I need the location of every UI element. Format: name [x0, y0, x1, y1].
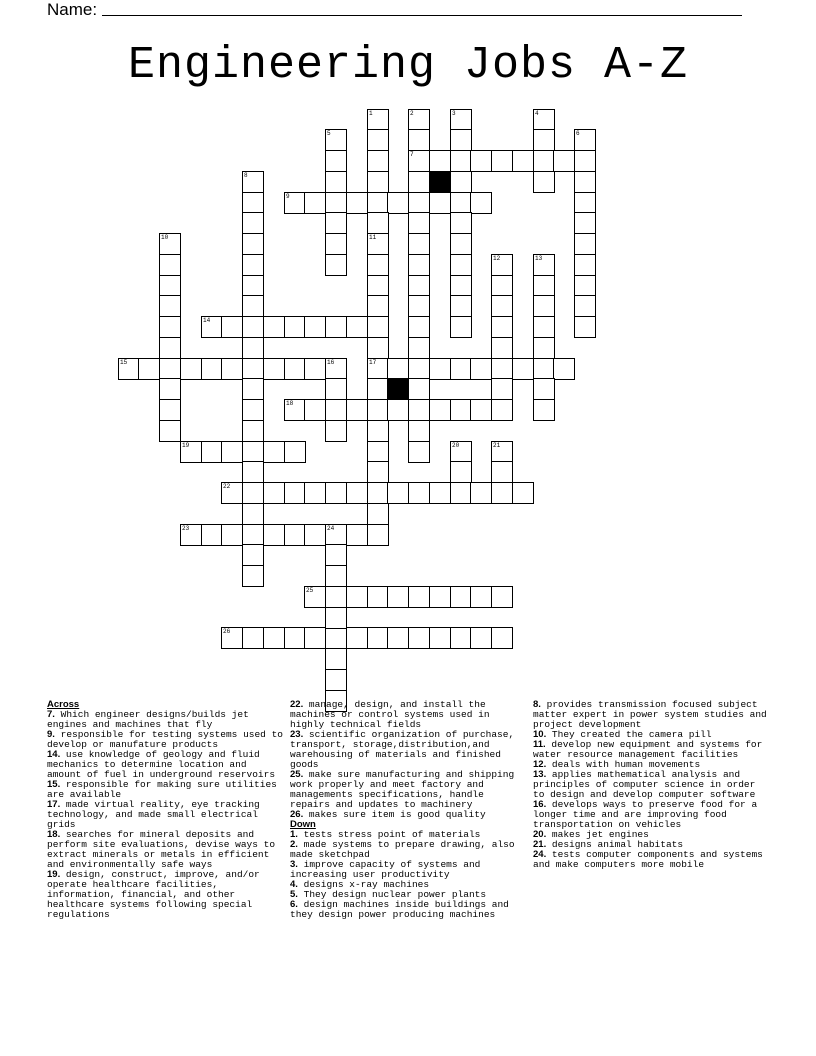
grid-cell[interactable]	[242, 275, 264, 297]
clue-number: 18.	[47, 829, 61, 840]
grid-cell[interactable]	[346, 482, 368, 504]
clue-number: 24.	[533, 849, 547, 860]
grid-cell[interactable]	[470, 482, 492, 504]
grid-cell[interactable]	[367, 150, 389, 172]
clue-number-16: 16	[327, 359, 335, 366]
grid-cell[interactable]	[242, 254, 264, 276]
grid-cell[interactable]	[408, 212, 430, 234]
across-clue	[290, 810, 526, 820]
grid-cell[interactable]	[387, 192, 409, 214]
grid-cell[interactable]	[367, 337, 389, 359]
grid-cell[interactable]	[325, 669, 347, 691]
grid-cell[interactable]	[470, 192, 492, 214]
clue-number: 10.	[533, 729, 547, 740]
grid-cell[interactable]	[284, 482, 306, 504]
grid-cell[interactable]	[304, 482, 326, 504]
grid-cell[interactable]	[470, 586, 492, 608]
clue-number: 25.	[290, 769, 304, 780]
grid-cell[interactable]	[408, 627, 430, 649]
grid-cell[interactable]	[491, 399, 513, 421]
grid-cell[interactable]	[346, 192, 368, 214]
clue-number-5: 5	[327, 130, 331, 137]
clue-number-25: 25	[306, 587, 314, 594]
clue-number: 21.	[533, 839, 547, 850]
grid-cell[interactable]	[263, 524, 285, 546]
grid-cell[interactable]	[450, 275, 472, 297]
grid-cell[interactable]	[304, 316, 326, 338]
clue-text: manage, design, and install the machines or control systems used in highly technical fields	[290, 699, 490, 730]
grid-cell[interactable]	[470, 150, 492, 172]
grid-cell[interactable]	[450, 171, 472, 193]
grid-cell[interactable]	[242, 524, 264, 546]
grid-cell[interactable]	[242, 212, 264, 234]
grid-cell[interactable]	[180, 358, 202, 380]
clue-text: deals with human movements	[546, 759, 701, 770]
down-clue	[533, 700, 769, 730]
down-clue	[533, 740, 769, 760]
clue-number: 9.	[47, 729, 55, 740]
clue-text: searches for mineral deposits and perform site evaluations, devise ways to extract minerals or metals in efficient and environmentally safe ways	[47, 829, 276, 870]
grid-cell[interactable]	[367, 378, 389, 400]
clue-number-17: 17	[369, 359, 377, 366]
clue-number-15: 15	[120, 359, 128, 366]
down-heading: Down	[290, 819, 316, 830]
across-clue	[47, 710, 283, 730]
grid-cell[interactable]	[408, 378, 430, 400]
grid-cell[interactable]	[553, 358, 575, 380]
clue-number: 4.	[290, 879, 298, 890]
clues-column-2	[290, 700, 526, 920]
grid-cell[interactable]	[242, 233, 264, 255]
grid-cell[interactable]	[159, 399, 181, 421]
across-clue	[47, 870, 283, 920]
clue-text: They design nuclear power plants	[297, 889, 487, 900]
grid-cell[interactable]	[367, 524, 389, 546]
clue-text: designs x-ray machines	[297, 879, 430, 890]
grid-cell[interactable]	[408, 275, 430, 297]
grid-cell[interactable]	[429, 150, 451, 172]
clue-number-20: 20	[452, 442, 460, 449]
grid-cell[interactable]	[325, 565, 347, 587]
grid-cell[interactable]	[408, 482, 430, 504]
grid-cell[interactable]	[450, 150, 472, 172]
grid-cell[interactable]	[367, 316, 389, 338]
grid-cell[interactable]	[159, 358, 181, 380]
grid-cell[interactable]	[325, 420, 347, 442]
across-clue	[290, 770, 526, 810]
grid-cell[interactable]	[367, 441, 389, 463]
grid-cell[interactable]	[408, 337, 430, 359]
clue-number-11: 11	[369, 234, 377, 241]
grid-cell[interactable]	[284, 316, 306, 338]
grid-cell[interactable]	[325, 627, 347, 649]
grid-cell[interactable]	[470, 627, 492, 649]
clue-text: responsible for testing systems used to develop or manufature products	[47, 729, 283, 750]
grid-cell[interactable]	[450, 192, 472, 214]
grid-cell[interactable]	[367, 275, 389, 297]
down-clue	[290, 840, 526, 860]
clue-number: 6.	[290, 899, 298, 910]
grid-cell[interactable]	[408, 441, 430, 463]
clue-text: scientific organization of purchase, transport, storage,distribution,and warehousing of materials and finished goods	[290, 729, 515, 770]
grid-cell[interactable]	[408, 358, 430, 380]
clue-number: 19.	[47, 869, 61, 880]
grid-cell[interactable]	[284, 358, 306, 380]
clue-text: made systems to prepare drawing, also made sketchpad	[290, 839, 515, 860]
clue-number-18: 18	[286, 400, 294, 407]
clues-column-1	[47, 700, 283, 920]
grid-cell[interactable]	[491, 378, 513, 400]
grid-cell[interactable]	[574, 171, 596, 193]
grid-cell[interactable]	[533, 275, 555, 297]
grid-cell[interactable]	[512, 150, 534, 172]
clue-number: 16.	[533, 799, 547, 810]
grid-cell[interactable]	[367, 129, 389, 151]
grid-cell[interactable]	[450, 627, 472, 649]
grid-cell[interactable]	[242, 420, 264, 442]
clue-number-19: 19	[182, 442, 190, 449]
grid-cell[interactable]	[533, 378, 555, 400]
grid-cell[interactable]	[408, 586, 430, 608]
clue-number: 1.	[290, 829, 298, 840]
grid-cell[interactable]	[221, 524, 243, 546]
grid-cell[interactable]	[429, 358, 451, 380]
grid-cell[interactable]	[429, 399, 451, 421]
grid-cell[interactable]	[242, 461, 264, 483]
grid-cell[interactable]	[325, 192, 347, 214]
grid-cell[interactable]	[325, 212, 347, 234]
clue-number-23: 23	[182, 525, 190, 532]
grid-cell[interactable]	[221, 316, 243, 338]
grid-cell[interactable]	[491, 627, 513, 649]
grid-cell[interactable]	[325, 586, 347, 608]
grid-cell[interactable]	[159, 316, 181, 338]
grid-cell[interactable]	[325, 482, 347, 504]
grid-cell[interactable]	[367, 627, 389, 649]
grid-cell[interactable]	[367, 399, 389, 421]
clue-number-1: 1	[369, 110, 373, 117]
grid-cell[interactable]	[242, 192, 264, 214]
grid-cell[interactable]	[242, 503, 264, 525]
grid-cell[interactable]	[491, 358, 513, 380]
grid-cell[interactable]	[242, 316, 264, 338]
black-square	[429, 171, 451, 193]
grid-cell[interactable]	[574, 212, 596, 234]
grid-cell[interactable]	[533, 358, 555, 380]
grid-cell[interactable]	[574, 233, 596, 255]
grid-cell[interactable]	[408, 420, 430, 442]
grid-cell[interactable]	[367, 212, 389, 234]
down-clue	[290, 900, 526, 920]
grid-cell[interactable]	[201, 358, 223, 380]
clue-number: 22.	[290, 699, 304, 710]
grid-cell[interactable]	[325, 378, 347, 400]
grid-cell[interactable]	[159, 420, 181, 442]
name-label: Name:	[47, 0, 98, 19]
grid-cell[interactable]	[491, 316, 513, 338]
clue-number: 5.	[290, 889, 298, 900]
grid-cell[interactable]	[450, 254, 472, 276]
grid-cell[interactable]	[512, 482, 534, 504]
clue-number: 26.	[290, 809, 304, 820]
clue-text: tests computer components and systems and make computers more mobile	[533, 849, 763, 870]
grid-cell[interactable]	[408, 316, 430, 338]
clue-number: 12.	[533, 759, 547, 770]
clue-number-10: 10	[161, 234, 169, 241]
grid-cell[interactable]	[533, 316, 555, 338]
grid-cell[interactable]	[346, 627, 368, 649]
down-clue	[533, 800, 769, 830]
clue-text: makes sure item is good quality	[303, 809, 486, 820]
grid-cell[interactable]	[553, 150, 575, 172]
across-clue	[290, 700, 526, 730]
down-clue	[290, 860, 526, 880]
grid-cell[interactable]	[304, 192, 326, 214]
grid-cell[interactable]	[574, 275, 596, 297]
grid-cell[interactable]	[325, 607, 347, 629]
grid-cell[interactable]	[470, 399, 492, 421]
grid-cell[interactable]	[263, 441, 285, 463]
grid-cell[interactable]	[450, 295, 472, 317]
grid-cell[interactable]	[367, 482, 389, 504]
grid-cell[interactable]	[574, 254, 596, 276]
clue-number: 20.	[533, 829, 547, 840]
grid-cell[interactable]	[533, 295, 555, 317]
grid-cell[interactable]	[325, 171, 347, 193]
grid-cell[interactable]	[450, 482, 472, 504]
grid-cell[interactable]	[450, 233, 472, 255]
grid-cell[interactable]	[450, 399, 472, 421]
grid-cell[interactable]	[284, 441, 306, 463]
down-clue	[533, 770, 769, 800]
grid-cell[interactable]	[491, 586, 513, 608]
grid-cell[interactable]	[304, 399, 326, 421]
grid-cell[interactable]	[242, 544, 264, 566]
grid-cell[interactable]	[408, 399, 430, 421]
grid-cell[interactable]	[201, 524, 223, 546]
grid-cell[interactable]	[429, 482, 451, 504]
grid-cell[interactable]	[325, 399, 347, 421]
grid-cell[interactable]	[159, 378, 181, 400]
clue-number-7: 7	[410, 151, 414, 158]
grid-cell[interactable]	[201, 441, 223, 463]
grid-cell[interactable]	[284, 524, 306, 546]
clue-text: tests stress point of materials	[297, 829, 481, 840]
clue-number-21: 21	[493, 442, 501, 449]
clue-text: They created the camera pill	[546, 729, 712, 740]
grid-cell[interactable]	[325, 316, 347, 338]
grid-cell[interactable]	[387, 586, 409, 608]
clue-number-26: 26	[223, 628, 231, 635]
grid-cell[interactable]	[450, 586, 472, 608]
grid-cell[interactable]	[450, 358, 472, 380]
grid-cell[interactable]	[387, 399, 409, 421]
grid-cell[interactable]	[346, 316, 368, 338]
grid-cell[interactable]	[304, 358, 326, 380]
grid-cell[interactable]	[574, 192, 596, 214]
grid-cell[interactable]	[367, 171, 389, 193]
clue-number-12: 12	[493, 255, 501, 262]
grid-cell[interactable]	[512, 358, 534, 380]
grid-cell[interactable]	[408, 192, 430, 214]
grid-cell[interactable]	[325, 544, 347, 566]
clues-column-3	[533, 700, 769, 870]
grid-cell[interactable]	[574, 316, 596, 338]
grid-cell[interactable]	[367, 295, 389, 317]
across-clue	[47, 730, 283, 750]
grid-cell[interactable]	[533, 399, 555, 421]
grid-cell[interactable]	[346, 586, 368, 608]
clue-text: design machines inside buildings and they design power producing machines	[290, 899, 509, 920]
clue-number: 3.	[290, 859, 298, 870]
clue-text: designs animal habitats	[546, 839, 684, 850]
grid-cell[interactable]	[325, 233, 347, 255]
clue-text: applies mathematical analysis and principles of computer science in order to design and develop computer software	[533, 769, 756, 800]
grid-cell[interactable]	[450, 212, 472, 234]
grid-cell[interactable]	[491, 150, 513, 172]
across-clue	[47, 750, 283, 780]
grid-cell[interactable]	[450, 316, 472, 338]
grid-cell[interactable]	[533, 129, 555, 151]
clue-number: 15.	[47, 779, 61, 790]
clue-text: make sure manufacturing and shipping work properly and meet factory and managements specifications, handle repairs and updates to machinery	[290, 769, 515, 810]
clue-text: design, construct, improve, and/or operate healthcare facilities, information, financial, and other healthcare systems following special regulations	[47, 869, 260, 920]
clue-number-24: 24	[327, 525, 335, 532]
grid-cell[interactable]	[304, 627, 326, 649]
clue-number-2: 2	[410, 110, 414, 117]
grid-cell[interactable]	[450, 129, 472, 151]
clue-text: develops ways to preserve food for a longer time and are improving food transportation on vehicles	[533, 799, 758, 830]
grid-cell[interactable]	[408, 171, 430, 193]
grid-cell[interactable]	[574, 295, 596, 317]
across-clue	[47, 830, 283, 870]
grid-cell[interactable]	[450, 461, 472, 483]
across-clue	[47, 800, 283, 830]
grid-cell[interactable]	[242, 627, 264, 649]
grid-cell[interactable]	[533, 171, 555, 193]
grid-cell[interactable]	[263, 627, 285, 649]
grid-cell[interactable]	[284, 627, 306, 649]
grid-cell[interactable]	[325, 254, 347, 276]
grid-cell[interactable]	[408, 295, 430, 317]
grid-cell[interactable]	[159, 295, 181, 317]
grid-cell[interactable]	[429, 192, 451, 214]
grid-cell[interactable]	[325, 648, 347, 670]
grid-cell[interactable]	[242, 482, 264, 504]
grid-cell[interactable]	[346, 399, 368, 421]
page-title: Engineering Jobs A-Z	[127, 40, 689, 91]
clue-number-22: 22	[223, 483, 231, 490]
clue-number: 11.	[533, 739, 546, 750]
clue-text: develop new equipment and systems for water resource management facilities	[533, 739, 763, 760]
clue-number: 7.	[47, 709, 55, 720]
grid-cell[interactable]	[159, 275, 181, 297]
clue-text: use knowledge of geology and fluid mechanics to determine location and amount of fuel in underground reservoirs	[47, 749, 276, 780]
grid-cell[interactable]	[346, 524, 368, 546]
clue-number: 14.	[47, 749, 61, 760]
clue-number-6: 6	[576, 130, 580, 137]
clue-number-9: 9	[286, 193, 290, 200]
grid-cell[interactable]	[491, 275, 513, 297]
across-clue	[290, 730, 526, 770]
grid-cell[interactable]	[242, 337, 264, 359]
clue-number: 17.	[47, 799, 61, 810]
grid-cell[interactable]	[491, 295, 513, 317]
clue-number: 8.	[533, 699, 541, 710]
grid-cell[interactable]	[159, 254, 181, 276]
across-clue	[47, 780, 283, 800]
clue-number-3: 3	[452, 110, 456, 117]
clue-number: 13.	[533, 769, 547, 780]
grid-cell[interactable]	[574, 150, 596, 172]
grid-cell[interactable]	[491, 461, 513, 483]
clue-number: 2.	[290, 839, 298, 850]
grid-cell[interactable]	[533, 150, 555, 172]
grid-cell[interactable]	[242, 399, 264, 421]
grid-cell[interactable]	[367, 503, 389, 525]
grid-cell[interactable]	[367, 586, 389, 608]
grid-cell[interactable]	[408, 254, 430, 276]
clue-number-4: 4	[535, 110, 539, 117]
grid-cell[interactable]	[429, 627, 451, 649]
down-clue	[533, 850, 769, 870]
grid-cell[interactable]	[387, 482, 409, 504]
grid-cell[interactable]	[263, 316, 285, 338]
clue-text: Which engineer designs/builds jet engines and machines that fly	[47, 709, 249, 730]
grid-cell[interactable]	[533, 337, 555, 359]
grid-cell[interactable]	[242, 441, 264, 463]
grid-cell[interactable]	[159, 337, 181, 359]
grid-cell[interactable]	[242, 565, 264, 587]
clue-number-13: 13	[535, 255, 543, 262]
grid-cell[interactable]	[367, 254, 389, 276]
grid-cell[interactable]	[263, 482, 285, 504]
grid-cell[interactable]	[263, 358, 285, 380]
grid-cell[interactable]	[470, 358, 492, 380]
grid-cell[interactable]	[242, 378, 264, 400]
clue-text: made virtual reality, eye tracking technology, and made small electrical grids	[47, 799, 260, 830]
grid-cell[interactable]	[221, 358, 243, 380]
black-square	[387, 378, 409, 400]
grid-cell[interactable]	[429, 586, 451, 608]
clue-text: improve capacity of systems and increasing user productivity	[290, 859, 481, 880]
grid-cell[interactable]	[387, 358, 409, 380]
grid-cell[interactable]	[491, 482, 513, 504]
grid-cell[interactable]	[325, 150, 347, 172]
across-heading: Across	[47, 699, 80, 710]
clue-number-14: 14	[203, 317, 211, 324]
grid-cell[interactable]	[138, 358, 160, 380]
grid-cell[interactable]	[491, 337, 513, 359]
grid-cell[interactable]	[242, 295, 264, 317]
clue-text: provides transmission focused subject matter expert in power system studies and project development	[533, 699, 767, 730]
grid-cell[interactable]	[367, 192, 389, 214]
clue-number: 23.	[290, 729, 304, 740]
clue-text: makes jet engines	[546, 829, 649, 840]
grid-cell[interactable]	[367, 461, 389, 483]
clue-text: responsible for making sure utilities are available	[47, 779, 277, 800]
grid-cell[interactable]	[221, 441, 243, 463]
grid-cell[interactable]	[367, 420, 389, 442]
grid-cell[interactable]	[304, 524, 326, 546]
clue-number-8: 8	[244, 172, 248, 179]
grid-cell[interactable]	[408, 129, 430, 151]
grid-cell[interactable]	[408, 233, 430, 255]
grid-cell[interactable]	[242, 358, 264, 380]
grid-cell[interactable]	[387, 627, 409, 649]
